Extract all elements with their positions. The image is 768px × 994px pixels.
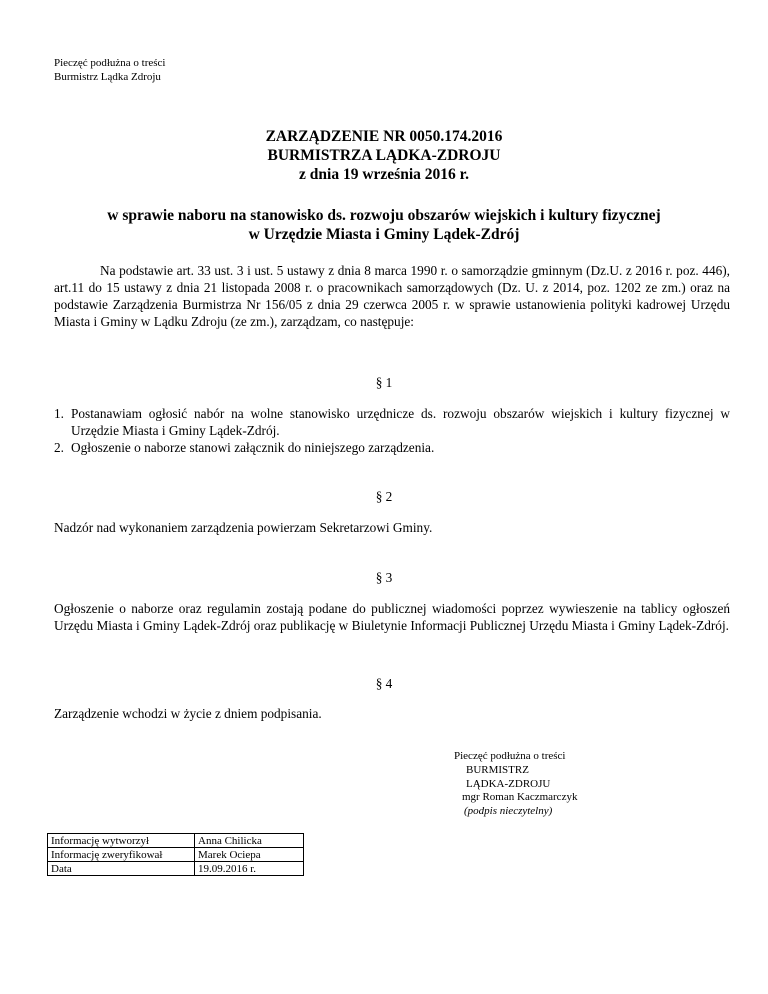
signature-title: BURMISTRZ (466, 763, 529, 776)
document-title: ZARZĄDZENIE NR 0050.174.2016 (265, 128, 503, 145)
list-item-text: Ogłoszenie o naborze stanowi załącznik do niniejszego zarządzenia. (71, 440, 435, 455)
table-row (48, 848, 304, 862)
document-issuer: BURMISTRZA LĄDKA-ZDROJU (267, 147, 501, 164)
section-3-heading: § 3 (375, 570, 393, 585)
section-4-text: Zarządzenie wchodzi w życie z dniem podpisania. (54, 706, 322, 721)
stamp-line-1: Pieczęć podłużna o treści (54, 57, 166, 69)
stamp-line-2: Burmistrz Lądka Zdroju (54, 71, 161, 83)
table-row (48, 862, 304, 876)
document-date: z dnia 19 września 2016 r. (299, 166, 469, 183)
table-cell-label: Data (48, 862, 195, 876)
section-1-list (54, 405, 730, 456)
section-4-heading: § 4 (375, 676, 393, 691)
document-subject (40, 206, 728, 244)
section-2-heading: § 2 (375, 489, 393, 504)
list-item-number: 1. (54, 406, 64, 421)
table-cell-value: Anna Chilicka (195, 834, 304, 848)
preamble-paragraph: Na podstawie art. 33 ust. 3 i ust. 5 ustawy z dnia 8 marca 1990 r. o samorządzie gminnym (Dz.U. z 2016 r. poz. 446), art.11 do 15 ustawy z dnia 21 listopada 2008 r. o pracownikach samorządowych (Dz. U. z 2014, poz. 1202 ze zm.) oraz na podstawie Zarządzenia Burmistrza Nr 156/05 z dnia 29 czerwca 2005 r. w sprawie ustanowienia polityki kadrowej Urzędu Miasta i Gminy w Lądku Zdroju (ze zm.), zarządzam, co następuje: (54, 263, 730, 329)
list-item-text: Postanawiam ogłosić nabór na wolne stanowisko urzędnicze ds. rozwoju obszarów wiejskich i kultury fizycznej w Urzędzie Miasta i Gminy Lądek-Zdrój. (71, 406, 730, 438)
subject-line-1: w sprawie naboru na stanowisko ds. rozwoju obszarów wiejskich i kultury fizycznej (107, 207, 661, 224)
list-item (54, 439, 730, 456)
subject-line-2: w Urzędzie Miasta i Gminy Lądek-Zdrój (248, 226, 520, 243)
signature-note: (podpis nieczytelny) (464, 805, 553, 818)
table-cell-value: 19.09.2016 r. (195, 862, 304, 876)
document-title-block (0, 127, 768, 184)
signature-block (454, 750, 577, 819)
table-cell-label: Informację wytworzył (48, 834, 195, 848)
signature-stamp-note: Pieczęć podłużna o treści (454, 750, 566, 762)
section-2-text: Nadzór nad wykonaniem zarządzenia powierzam Sekretarzowi Gminy. (54, 520, 433, 535)
table-cell-value: Marek Ociepa (195, 848, 304, 862)
list-item-number: 2. (54, 440, 64, 455)
signature-name: mgr Roman Kaczmarczyk (462, 791, 578, 804)
section-3-text: Ogłoszenie o naborze oraz regulamin zostają podane do publicznej wiadomości poprzez wywieszenie na tablicy ogłoszeń Urzędu Miasta i Gminy Lądek-Zdrój oraz publikację w Biuletynie Informacji Publicznej Urzędu Miasta i Gminy Lądek-Zdrój. (54, 601, 730, 633)
signature-office: LĄDKA-ZDROJU (466, 777, 551, 790)
stamp-note-top (54, 56, 165, 84)
list-item (54, 405, 730, 439)
table-row (48, 834, 304, 848)
table-cell-label: Informację zweryfikował (48, 848, 195, 862)
section-1-heading: § 1 (375, 375, 393, 390)
info-table (47, 833, 304, 876)
